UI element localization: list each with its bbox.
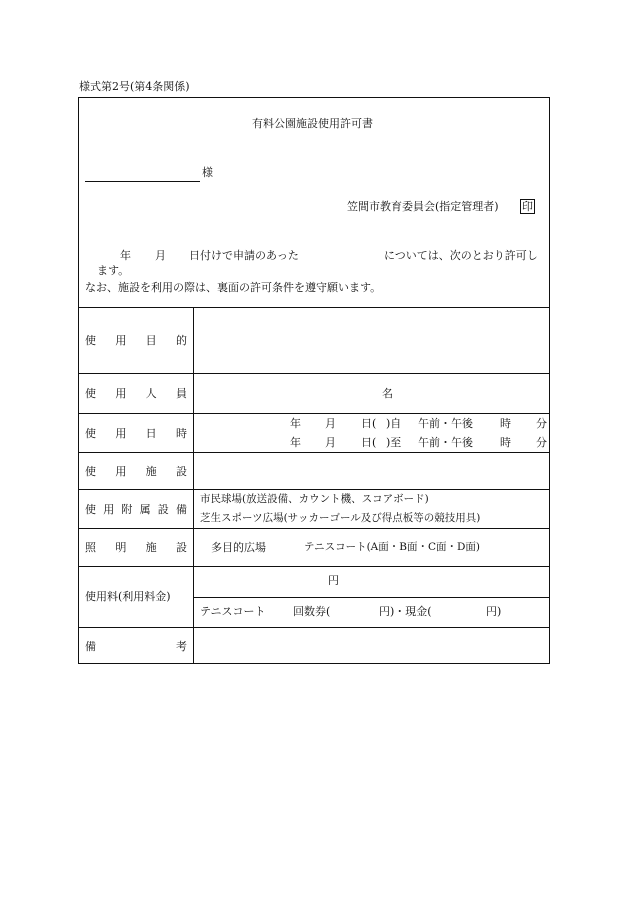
start-day: 日( (361, 417, 377, 430)
table-line (78, 528, 550, 529)
form-number: 様式第2号(第4条関係) (79, 80, 190, 93)
fee-tennis-label: テニスコート (200, 605, 266, 618)
label-char: 用 (115, 334, 127, 347)
label-fee: 使用料(利用料金) (85, 590, 171, 603)
table-line-inner (193, 597, 550, 598)
label-char: 時 (175, 427, 187, 440)
start-ampm: 午前・午後 (418, 417, 473, 430)
end-weekday-end: )至 (386, 436, 402, 449)
start-weekday-end: )自 (386, 417, 402, 430)
label-char: 設 (157, 503, 169, 516)
label-char: 用 (115, 427, 127, 440)
label-char: 備 (85, 640, 96, 653)
label-char: 備 (175, 503, 187, 516)
label-char: 用 (115, 387, 127, 400)
label-persons (85, 388, 187, 399)
label-remarks (85, 641, 187, 652)
label-char: 使 (85, 387, 96, 400)
label-lighting (85, 542, 187, 553)
lighting-option-multipurpose: 多目的広場 (211, 541, 266, 554)
label-char: 設 (175, 541, 187, 554)
equipment-line1: 市民球場(放送設備、カウント機、スコアボード) (200, 493, 429, 505)
body-year: 年 (120, 249, 131, 262)
start-hour: 時 (500, 417, 511, 430)
body-line1-tail: については、次のとおり許可し (384, 249, 538, 262)
label-char: 使 (85, 334, 96, 347)
label-char: 属 (139, 503, 151, 516)
label-facility (85, 466, 187, 477)
end-day: 日( (361, 436, 377, 449)
addressee-suffix: 様 (202, 166, 213, 179)
label-char: 設 (175, 465, 187, 478)
label-char: 目 (145, 334, 157, 347)
label-char: 附 (121, 503, 133, 516)
lighting-option-tennis: テニスコート(A面・B面・C面・D面) (304, 541, 481, 553)
end-month: 月 (325, 436, 336, 449)
label-char: 施 (145, 465, 157, 478)
label-char: 使 (85, 503, 96, 516)
label-column-divider (193, 307, 194, 664)
label-char: 考 (176, 640, 187, 653)
end-hour: 時 (500, 436, 511, 449)
equipment-line2: 芝生スポーツ広場(サッカーゴール及び得点板等の競技用具) (200, 512, 481, 524)
seal-mark: 印 (522, 200, 533, 213)
body-day: 日付けで申請のあった (189, 249, 299, 262)
body-month: 月 (155, 249, 166, 262)
label-char: 明 (115, 541, 127, 554)
label-char: 人 (145, 387, 157, 400)
table-line (78, 413, 550, 414)
body-line3: なお、施設を利用の際は、裏面の許可条件を遵守願います。 (85, 281, 382, 294)
label-char: 用 (103, 503, 115, 516)
document-title: 有料公園施設使用許可書 (252, 117, 373, 130)
table-line (78, 489, 550, 490)
fee-yen: 円 (328, 574, 339, 587)
end-ampm: 午前・午後 (418, 436, 473, 449)
label-char: 員 (175, 387, 187, 400)
start-minute: 分 (536, 417, 547, 430)
start-month: 月 (325, 417, 336, 430)
table-line (78, 307, 550, 308)
label-char: 使 (85, 465, 96, 478)
issuer-name: 笠間市教育委員会(指定管理者) (347, 200, 499, 213)
fee-coupon-end: 円)・現金( (379, 605, 432, 618)
label-char: 施 (145, 541, 157, 554)
label-purpose (85, 335, 187, 346)
table-line (78, 627, 550, 628)
label-datetime (85, 428, 187, 439)
label-char: 照 (85, 541, 96, 554)
label-equipment (85, 504, 187, 515)
table-line (78, 373, 550, 374)
end-minute: 分 (536, 436, 547, 449)
persons-unit: 名 (382, 387, 393, 400)
label-char: 日 (145, 427, 157, 440)
start-year: 年 (290, 417, 301, 430)
label-char: 的 (175, 334, 187, 347)
table-line (78, 566, 550, 567)
label-char: 用 (115, 465, 127, 478)
table-line (78, 452, 550, 453)
fee-cash-end: 円) (486, 605, 502, 618)
end-year: 年 (290, 436, 301, 449)
label-char: 使 (85, 427, 96, 440)
permit-form (78, 97, 550, 664)
body-line2: ます。 (97, 264, 130, 277)
addressee-underline (85, 181, 200, 182)
fee-coupon: 回数券( (293, 605, 331, 618)
